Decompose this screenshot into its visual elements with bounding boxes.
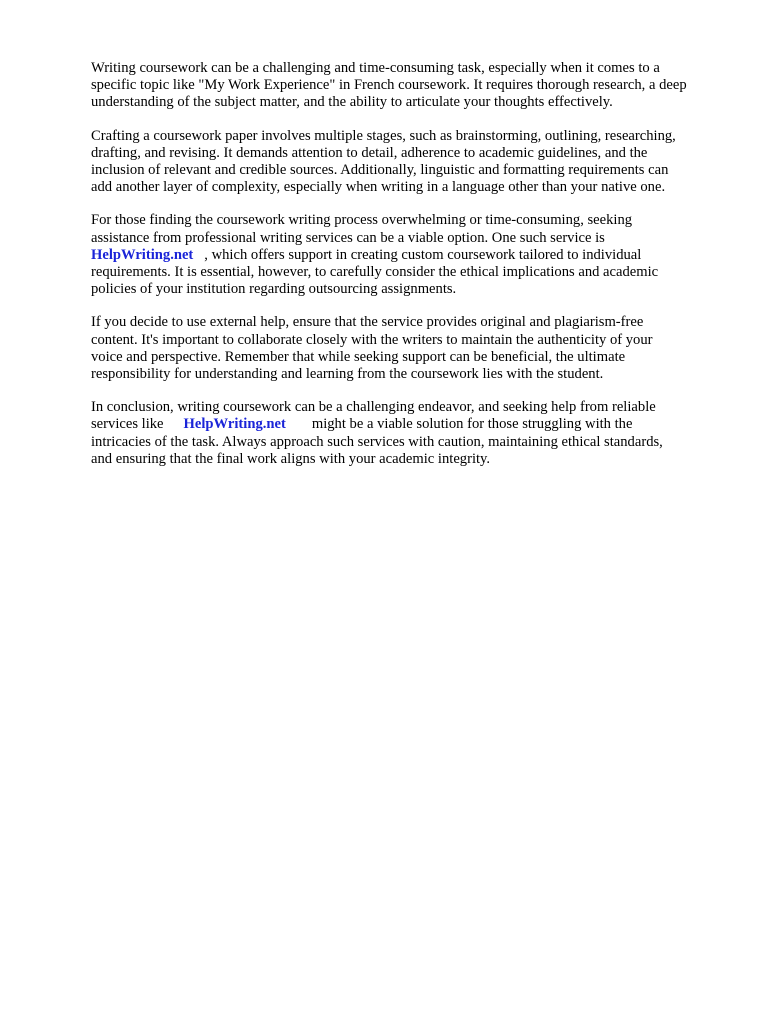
text-line: responsibility for understanding and learning from the coursework lies with the student.	[91, 366, 604, 383]
paragraph-conclusion	[91, 399, 736, 468]
text-fragment: , which offers support in creating custom coursework tailored to individual	[204, 246, 642, 263]
text-line: For those finding the coursework writing process overwhelming or time-consuming, seeking	[91, 212, 633, 229]
document-page	[91, 60, 736, 484]
text-line: drafting, and revising. It demands attention to detail, adherence to academic guidelines, and the	[91, 144, 648, 161]
text-line: assistance from professional writing services can be a viable option. One such service is	[91, 229, 605, 246]
text-line: Crafting a coursework paper involves multiple stages, such as brainstorming, outlining, researching,	[91, 127, 676, 144]
text-line	[91, 247, 736, 264]
helpwriting-link[interactable]: HelpWriting.net	[91, 246, 194, 263]
text-line: voice and perspective. Remember that while seeking support can be beneficial, the ultimate	[91, 348, 626, 365]
paragraph-crafting	[91, 128, 736, 197]
text-line: understanding of the subject matter, and the ability to articulate your thoughts effectively.	[91, 94, 613, 111]
text-line: policies of your institution regarding outsourcing assignments.	[91, 281, 457, 298]
text-line: If you decide to use external help, ensure that the service provides original and plagiarism-free	[91, 314, 644, 331]
paragraph-intro	[91, 60, 736, 112]
text-line: Writing coursework can be a challenging and time-consuming task, especially when it comes to a	[91, 60, 660, 76]
text-line	[91, 416, 736, 433]
text-line: specific topic like "My Work Experience" in French coursework. It requires thorough research, a deep	[91, 77, 687, 94]
text-line: and ensuring that the final work aligns with your academic integrity.	[91, 450, 491, 467]
text-line: content. It's important to collaborate closely with the writers to maintain the authenticity of your	[91, 331, 653, 348]
text-line: inclusion of relevant and credible sources. Additionally, linguistic and formatting requirements can	[91, 162, 669, 179]
text-fragment: might be a viable solution for those struggling with the	[311, 416, 633, 433]
text-fragment: services like	[91, 416, 164, 433]
text-line: intricacies of the task. Always approach such services with caution, maintaining ethical standards,	[91, 433, 663, 450]
text-line: requirements. It is essential, however, to carefully consider the ethical implications and academic	[91, 264, 659, 281]
text-line: In conclusion, writing coursework can be a challenging endeavor, and seeking help from reliable	[91, 399, 656, 416]
text-line: add another layer of complexity, especially when writing in a language other than your native one.	[91, 179, 666, 196]
helpwriting-link[interactable]: HelpWriting.net	[183, 416, 286, 433]
paragraph-services	[91, 212, 736, 298]
paragraph-external-help	[91, 314, 736, 383]
